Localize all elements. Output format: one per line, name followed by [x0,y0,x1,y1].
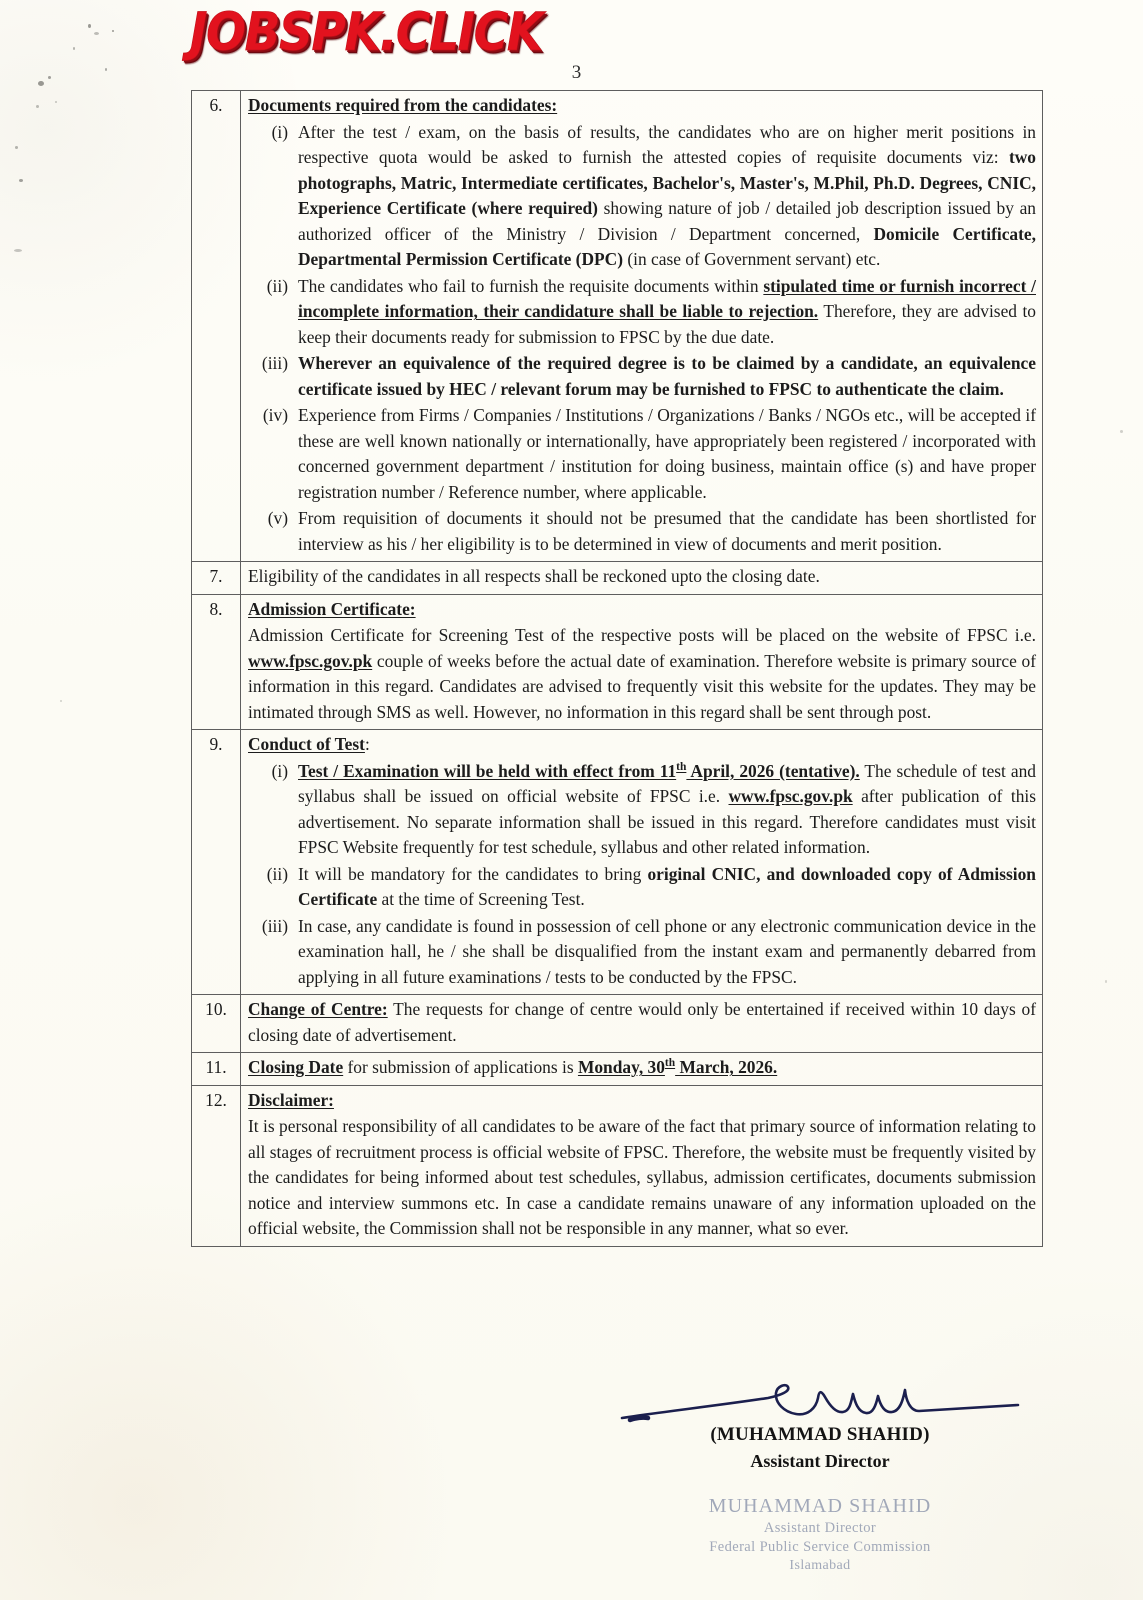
text-segment: Closing Date [248,1057,344,1077]
table-row [192,730,1043,995]
row-heading [248,732,1036,758]
row-number: 9. [192,730,241,995]
text-segment: March, 2026. [675,1057,778,1077]
sub-item [248,862,1036,913]
text-segment: couple of weeks before the actual date of examination. Therefore website is primary source of information in this regard. Candidates are advised to frequently visit this website for the updates. They may be intimated through SMS as well. However, no information in this regard shall be sent through post. [248,650,1036,722]
sub-item [248,403,1036,505]
sub-item [248,506,1036,557]
sub-item-text [298,120,1036,273]
sub-item-marker: (iii) [261,915,288,936]
text-segment: The schedule of test and syllabus shall be issued on official website of FPSC i.e. [298,760,1036,806]
table-row [192,562,1043,595]
stamp-line-city: Islamabad [789,1557,851,1573]
sub-item [248,759,1036,861]
sub-item-text [298,914,1036,991]
text-segment: : [364,734,370,754]
stamp-line-title: Assistant Director [763,1520,877,1536]
row-paragraph [248,1114,1036,1242]
signature-block [560,1382,1080,1575]
jobspk-watermark-logo: JOBSPK.CLICK [190,2,542,64]
row-paragraph [248,564,1036,590]
sub-item-text [298,759,1036,861]
text-segment: Monday, 30 [577,1057,665,1077]
text-segment: www.fpsc.gov.pk [248,650,373,671]
row-number: 11. [192,1053,241,1086]
text-segment: Eligibility of the candidates in all respects shall be reckoned upto the closing date. [248,566,820,586]
row-paragraph [248,623,1036,725]
sub-item-text [298,506,1036,557]
row-content [241,562,1043,595]
text-segment: From requisition of documents it should not be presumed that the candidate has been shortlisted for interview as his / her eligibility is to be determined in view of documents and merit position. [298,508,1036,554]
page-number: 3 [571,62,582,83]
row-heading: Disclaimer: [248,1089,334,1110]
row-heading: Documents required from the candidates: [248,95,558,115]
text-segment: original CNIC, and downloaded copy of Admission Certificate [298,863,1036,909]
text-segment: (in case of Government servant) etc. [623,249,881,269]
text-segment: after publication of this advertisement. No separate information shall be issued in this regard. Therefore candidates must visit FPSC Website frequently for test schedule, syllabus and other related information. [298,786,1036,857]
table-row [192,1053,1043,1086]
sub-item-marker: (ii) [266,863,288,884]
row-content [241,594,1043,730]
text-segment: th [664,1057,676,1070]
text-segment: www.fpsc.gov.pk [728,786,853,806]
table-row [192,91,1043,562]
sub-item-text [298,862,1036,913]
text-segment: Therefore, they are advised to keep their documents ready for submission to FPSC by the due date. [298,301,1036,347]
sub-item-marker: (iv) [262,405,288,425]
sub-item-marker: (v) [267,508,288,528]
text-segment: April, 2026 (tentative). [686,760,860,781]
text-segment: for submission of applications is [343,1057,578,1077]
text-segment: Conduct of Test [248,734,365,754]
text-segment: It is personal responsibility of all candidates to be aware of the fact that primary source of information relating to all stages of recruitment process is official website of FPSC. Therefore, the website must be frequently visited by the candidates for being informed about test schedules, syllabus, admission certificates, documents submission notice and interview summons etc. In case a candidate remains unaware of any information uploaded on the official website, the Commission shall not be responsible in any manner, what so ever. [248,1116,1036,1238]
sub-item-marker: (ii) [266,275,288,296]
text-segment: Experience from Firms / Companies / Institutions / Organizations / Banks / NGOs etc., will be accepted if these are well known nationally or internationally, have appropriately been registered / incorporated with concerned government department / institution for doing business, maintain office (s) and have proper registration number / Reference number, where applicable. [298,405,1036,502]
text-segment: Admission Certificate for Screening Test of the respective posts will be placed on the website of FPSC i.e. [248,625,1036,645]
sub-item-marker: (iii) [261,353,288,373]
stamp-line-name: MUHAMMAD SHAHID [708,1495,932,1517]
official-stamp [560,1493,1080,1575]
row-number: 6. [192,91,241,562]
sub-item-marker: (i) [271,760,288,781]
text-segment: Change of Centre: [248,999,388,1019]
table-row [192,1085,1043,1246]
table-row [192,594,1043,730]
row-content [241,1053,1043,1086]
text-segment: Wherever an equivalence of the required degree is to be claimed by a candidate, an equivalence certificate issued by HEC / relevant forum may be furnished to FPSC to authenticate the claim. [298,353,1036,399]
signatory-name: (MUHAMMAD SHAHID) [710,1424,930,1445]
row-content [241,995,1043,1053]
text-segment: It will be mandatory for the candidates to bring [298,863,648,884]
row-paragraph [248,1055,1036,1081]
text-segment: In case, any candidate is found in possession of cell phone or any electronic communication device in the examination hall, he / she shall be disqualified from the instant exam and permanently debarred from applying in all future examinations / tests to be conducted by the FPSC. [298,915,1036,987]
row-content [241,1085,1043,1246]
sub-item [248,351,1036,402]
text-segment: th [676,760,687,773]
sub-item [248,120,1036,273]
advertisement-conditions-table [191,90,1043,1247]
text-segment: at the time of Screening Test. [377,889,585,909]
text-segment: stipulated time or furnish incorrect / incomplete information, their candidature shall be liable to rejection. [298,275,1036,321]
row-paragraph [248,997,1036,1048]
text-segment: Test / Examination will be held with effect from 11 [298,760,677,781]
text-segment: The candidates who fail to furnish the requisite documents within [298,275,764,296]
row-content [241,91,1043,562]
text-segment: Domicile Certificate, Departmental Permission Certificate (DPC) [298,223,1036,269]
table-row [192,995,1043,1053]
row-number: 8. [192,594,241,730]
text-segment: After the test / exam, on the basis of results, the candidates who are on higher merit positions in respective quota would be asked to furnish the attested copies of requisite documents viz: [298,121,1036,167]
row-content [241,730,1043,995]
sub-item-marker: (i) [271,121,288,142]
text-segment: The requests for change of centre would only be entertained if received within 10 days of closing date of advertisement. [248,999,1036,1045]
sub-item [248,914,1036,991]
text-segment: two photographs, Matric, Intermediate certificates, Bachelor's, Master's, M.Phil, Ph.D. Degrees, CNIC, Experience Certificate (where required) [298,147,1036,218]
row-heading: Admission Certificate: [248,598,416,619]
row-number: 10. [192,995,241,1053]
sub-item-text [298,403,1036,505]
row-number: 7. [192,562,241,595]
sub-item [248,274,1036,351]
sub-item-text [298,274,1036,351]
signatory-title: Assistant Director [750,1451,890,1471]
row-number: 12. [192,1085,241,1246]
stamp-line-org: Federal Public Service Commission [709,1538,931,1555]
text-segment: showing nature of job / detailed job description issued by an authorized officer of the Ministry / Division / Department concerned, [298,198,1036,244]
sub-item-text [298,351,1036,402]
handwritten-signature-icon [560,1382,1080,1428]
